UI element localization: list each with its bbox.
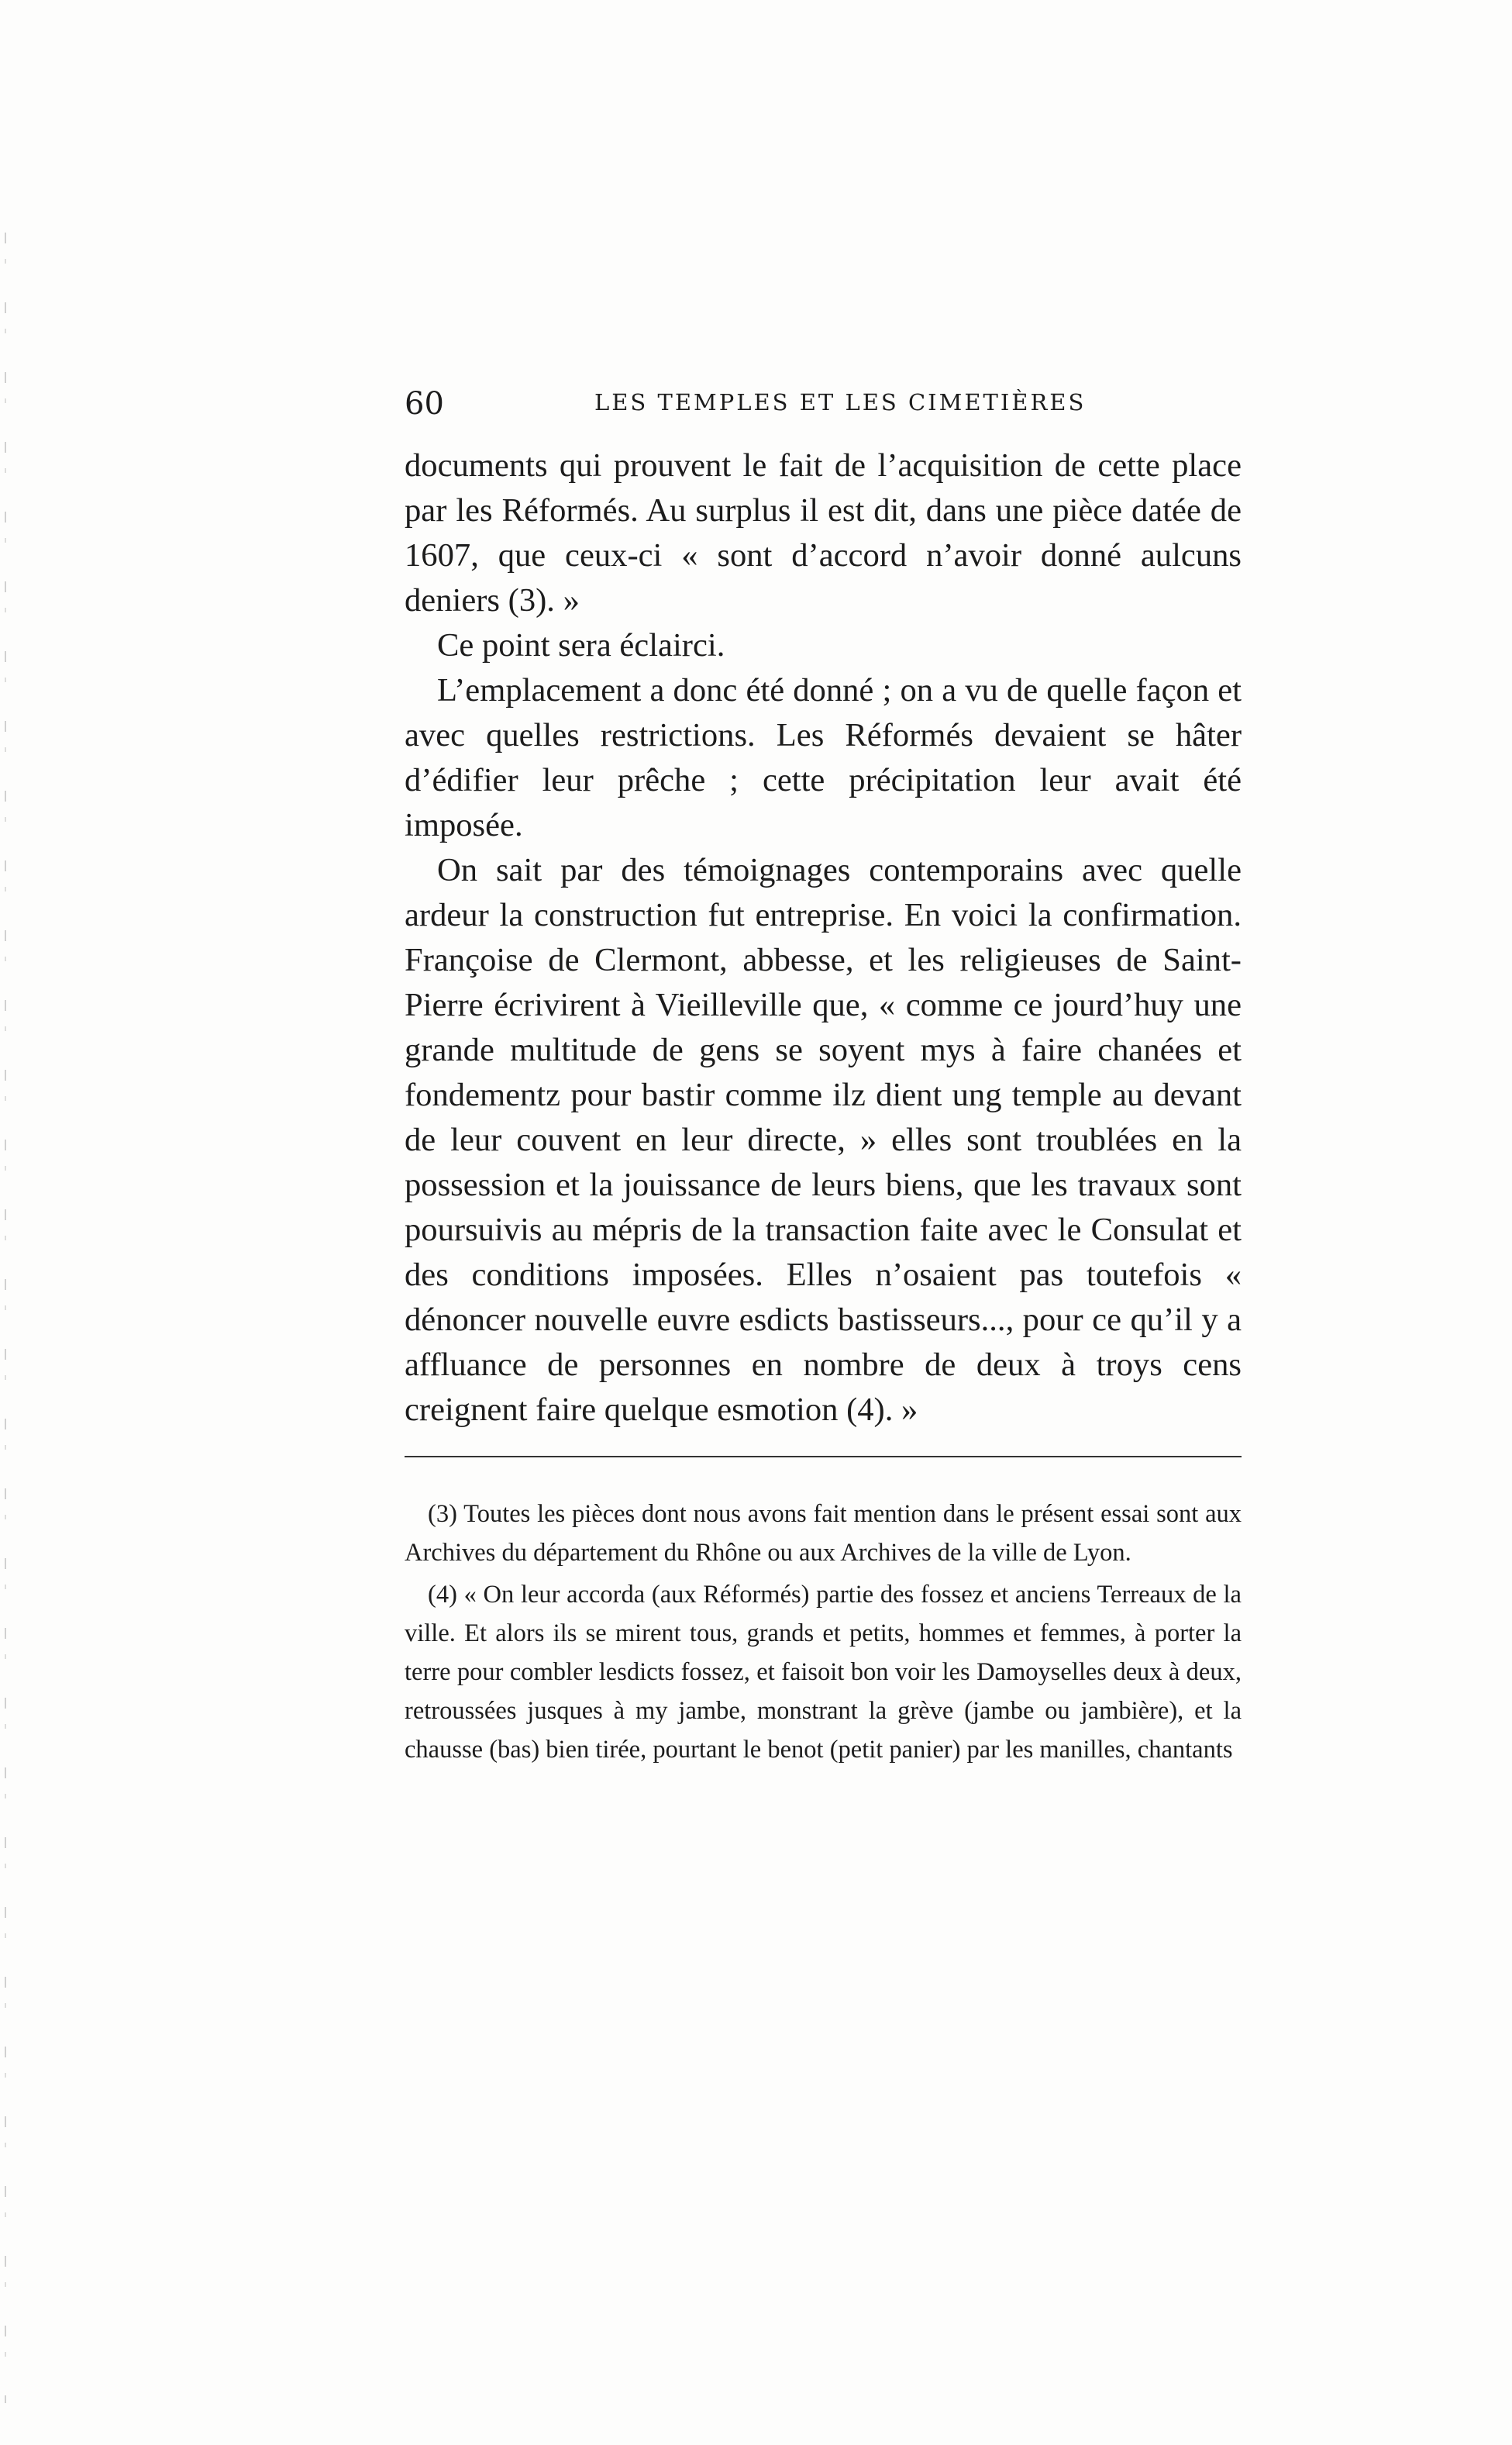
binding-gutter-marks <box>5 233 6 2403</box>
running-title: LES TEMPLES ET LES CIMETIÈRES <box>594 389 1087 416</box>
page-number: 60 <box>405 386 444 422</box>
text-block <box>405 380 1242 1772</box>
paragraph: documents qui prouvent le fait de l’acquisition de cette place par les Réformés. Au surplus il est dit, dans une pièce datée de 1607, que ceux-ci « sont d’accord n’avoir donné aulcuns deniers (3). » <box>405 447 1242 619</box>
paragraph: On sait par des témoignages contemporains avec quelle ardeur la construction fut entreprise. En voici la confirmation. Françoise de Clermont, abbesse, et les religieuses de Saint-Pierre écrivirent à Vieilleville que, « comme ce jourd’huy une grande multitude de gens se soyent mys à faire chanées et fondementz pour bastir comme ilz dient ung temple au devant de leur couvent en leur directe, » elles sont troublées en la possession et la jouissance de leurs biens, que les travaux sont poursuivis au mépris de la transaction faite avec le Consulat et des conditions imposées. Elles n’osaient pas toutefois « dénoncer nouvelle euvre esdicts bastisseurs..., pour ce qu’il y a affluance de personnes en nombre de deux à troys cens creignent faire quelque esmotion (4). » <box>405 852 1242 1428</box>
running-head <box>405 380 1242 426</box>
body-text <box>405 443 1242 1433</box>
footnotes <box>405 1495 1242 1769</box>
paragraph: Ce point sera éclairci. <box>437 627 725 664</box>
footnote-4: (4) « On leur accorda (aux Réformés) partie des fossez et anciens Terreaux de la ville. Et alors ils se mirent tous, grands et petits, hommes et femmes, à porter la terre pour combler lesdicts fossez, et faisoit bon voir les Damoyselles deux à deux, retroussées jusques à my jambe, monstrant la grève (jambe ou jambière), et la chausse (bas) bien tirée, pourtant le benot (petit panier) par les manilles, chantants <box>405 1581 1242 1764</box>
footnote-3: (3) Toutes les pièces dont nous avons fait mention dans le présent essai sont aux Archives du département du Rhône ou aux Archives de la ville de Lyon. <box>405 1500 1242 1567</box>
footnote-divider <box>405 1456 1242 1457</box>
paragraph: L’emplacement a donc été donné ; on a vu de quelle façon et avec quelles restrictions. Les Réformés devaient se hâter d’édifier leur prêche ; cette précipitation leur avait été imposée. <box>405 672 1242 843</box>
